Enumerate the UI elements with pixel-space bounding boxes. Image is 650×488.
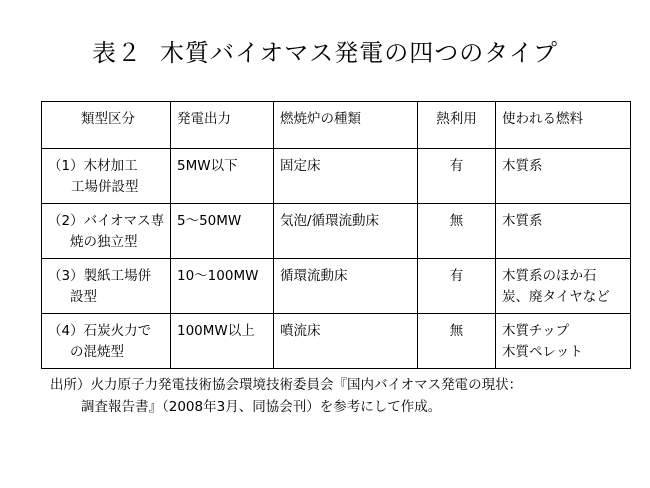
- source-line-1: 出所）火力原子力発電技術協会環境技術委員会『国内バイオマス発電の現状：: [50, 377, 523, 393]
- source-line-2: 調査報告書』（2008年3月、同協会刊）を参考にして作成。: [81, 399, 442, 415]
- header-fuel: 使われる燃料: [496, 102, 631, 149]
- type-line-1: （2）バイオマス専: [48, 213, 165, 229]
- cell-heat: 有: [418, 149, 496, 204]
- fuel-line-1: 木質系: [502, 213, 543, 229]
- cell-type: [42, 314, 171, 369]
- source-note: [50, 374, 522, 418]
- header-output: 発電出力: [171, 102, 274, 149]
- cell-output: 10〜100MW: [171, 259, 274, 314]
- table-row: [42, 149, 631, 204]
- cell-fuel: [496, 314, 631, 369]
- cell-furnace: 気泡/循環流動床: [274, 204, 418, 259]
- cell-output: 5〜50MW: [171, 204, 274, 259]
- fuel-line-2: 木質ペレット: [502, 344, 583, 360]
- cell-fuel: [496, 259, 631, 314]
- cell-heat: 無: [418, 314, 496, 369]
- table-row: [42, 204, 631, 259]
- header-furnace: 燃焼炉の種類: [274, 102, 418, 149]
- type-line-1: （1）木材加工: [48, 158, 138, 174]
- cell-fuel: [496, 204, 631, 259]
- fuel-line-1: 木質チップ: [502, 323, 570, 339]
- cell-type: [42, 149, 171, 204]
- title-text: 木質バイオマス発電の四つのタイプ: [159, 39, 559, 67]
- cell-furnace: 循環流動床: [274, 259, 418, 314]
- cell-output: 5MW以下: [171, 149, 274, 204]
- header-type: 類型区分: [42, 102, 171, 149]
- fuel-line-2: 炭、廃タイヤなど: [502, 289, 610, 305]
- type-line-2: 工場併設型: [71, 179, 139, 195]
- table-row: [42, 314, 631, 369]
- cell-furnace: 噴流床: [274, 314, 418, 369]
- type-line-2: 設型: [70, 289, 97, 305]
- type-line-1: （3）製紙工場併: [48, 268, 152, 284]
- type-line-1: （4）石炭火力で: [48, 323, 152, 339]
- fuel-line-1: 木質系: [502, 158, 543, 174]
- cell-type: [42, 204, 171, 259]
- table-header-row: [42, 102, 631, 149]
- cell-heat: 有: [418, 259, 496, 314]
- page-title: [0, 36, 650, 70]
- cell-fuel: [496, 149, 631, 204]
- cell-type: [42, 259, 171, 314]
- cell-furnace: 固定床: [274, 149, 418, 204]
- table-number: 表２: [91, 39, 142, 67]
- table-row: [42, 259, 631, 314]
- biomass-types-table: [41, 101, 631, 369]
- type-line-2: 焼の独立型: [70, 234, 138, 250]
- type-line-2: の混焼型: [70, 344, 124, 360]
- fuel-line-1: 木質系のほか石: [502, 268, 597, 284]
- cell-output: 100MW以上: [171, 314, 274, 369]
- header-heat: 熱利用: [418, 102, 496, 149]
- cell-heat: 無: [418, 204, 496, 259]
